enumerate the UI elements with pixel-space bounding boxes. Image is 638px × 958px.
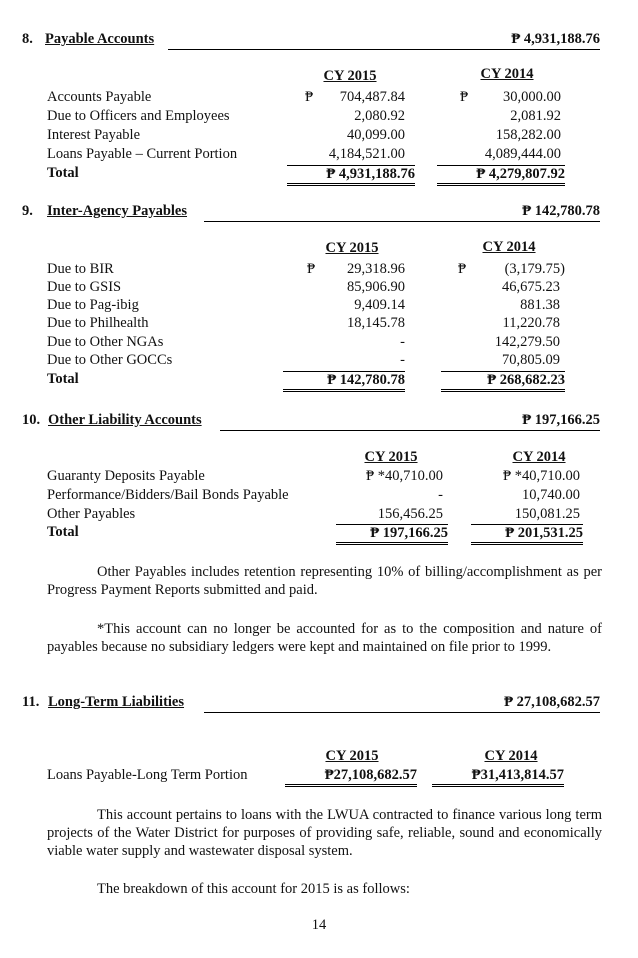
row-label: Other Payables bbox=[47, 506, 136, 522]
value-2015: ₱ *40,710.00 bbox=[366, 468, 443, 484]
section-heading-payable-accounts bbox=[22, 28, 600, 50]
row-label: Due to Other NGAs bbox=[47, 334, 164, 350]
table-row bbox=[0, 261, 638, 279]
section-heading-inter-agency-payables bbox=[22, 200, 600, 222]
row-label: Loans Payable – Current Portion bbox=[47, 146, 238, 162]
table-row bbox=[0, 279, 638, 297]
breakdown-intro: The breakdown of this account for 2015 is as follows: bbox=[97, 881, 410, 897]
section-amount: ₱ 142,780.78 bbox=[522, 203, 600, 219]
table-row bbox=[0, 352, 638, 370]
year-header-2015: CY 2015 bbox=[364, 449, 418, 465]
total-2015: ₱ 142,780.78 bbox=[283, 371, 405, 392]
table-row bbox=[0, 468, 638, 486]
row-label: Due to Officers and Employees bbox=[47, 108, 230, 124]
section-number: 10. bbox=[22, 412, 41, 428]
total-2015: ₱ 197,166.25 bbox=[336, 524, 448, 545]
long-term-description: This account pertains to loans with the LWUA contracted to finance various long term projects of the Water District for purposes of providing safe, reliable, sound and economically viable water supply and wastewater disposal system. bbox=[47, 807, 602, 859]
row-label: Due to Other GOCCs bbox=[47, 352, 173, 368]
value-2015: 40,099.00 bbox=[347, 127, 405, 143]
value-2015: 9,409.14 bbox=[354, 297, 405, 313]
value-2015: - bbox=[400, 334, 405, 350]
peso-sign: ₱ bbox=[458, 261, 467, 277]
value-2014: 30,000.00 bbox=[503, 89, 561, 105]
table-row bbox=[0, 767, 638, 785]
row-label: Total bbox=[47, 524, 79, 540]
row-label: Total bbox=[47, 165, 79, 181]
section-number: 9. bbox=[22, 203, 33, 219]
value-2014: 70,805.09 bbox=[502, 352, 560, 368]
footnote-paragraph: *This account can no longer be accounted for as to the composition and nature of payables because no subsidiary ledgers were kept and maintained on file prior to 1999. bbox=[47, 621, 602, 655]
peso-sign: ₱ bbox=[460, 89, 469, 105]
value-2014: 46,675.23 bbox=[502, 279, 560, 295]
row-label: Due to BIR bbox=[47, 261, 114, 277]
total-row bbox=[0, 371, 638, 389]
value-2014: 158,282.00 bbox=[495, 127, 561, 143]
row-label: Accounts Payable bbox=[47, 89, 152, 105]
value-2014: 11,220.78 bbox=[502, 315, 560, 331]
year-header-2014: CY 2014 bbox=[480, 66, 534, 82]
section-amount: ₱ 197,166.25 bbox=[522, 412, 600, 428]
value-2015: 29,318.96 bbox=[347, 261, 405, 277]
total-2015: ₱ 4,931,188.76 bbox=[287, 165, 415, 186]
value-2015: 85,906.90 bbox=[347, 279, 405, 295]
table-row bbox=[0, 315, 638, 333]
table-row bbox=[0, 127, 638, 145]
heading-rule bbox=[168, 49, 600, 50]
peso-sign: ₱ bbox=[307, 261, 316, 277]
section-heading-long-term-liabilities bbox=[22, 691, 600, 713]
section-amount: ₱ 4,931,188.76 bbox=[511, 31, 600, 47]
section-title: Inter-Agency Payables bbox=[47, 203, 188, 219]
table-row bbox=[0, 146, 638, 164]
table-row bbox=[0, 108, 638, 126]
value-2014: 4,089,444.00 bbox=[484, 146, 561, 162]
value-2014: (3,179.75) bbox=[504, 261, 565, 277]
value-2014: 150,081.25 bbox=[514, 506, 580, 522]
total-2014: ₱ 201,531.25 bbox=[471, 524, 583, 545]
value-2014: 142,279.50 bbox=[494, 334, 560, 350]
year-header-2015: CY 2015 bbox=[323, 68, 377, 84]
value-2015: 2,080.92 bbox=[354, 108, 405, 124]
value-2014: 10,740.00 bbox=[522, 487, 580, 503]
row-label: Due to GSIS bbox=[47, 279, 122, 295]
year-header-2015: CY 2015 bbox=[325, 240, 379, 256]
value-2015: 4,184,521.00 bbox=[328, 146, 405, 162]
row-label: Due to Pag-ibig bbox=[47, 297, 139, 313]
row-label: Guaranty Deposits Payable bbox=[47, 468, 205, 484]
section-number: 8. bbox=[22, 31, 33, 47]
value-2015: 704,487.84 bbox=[339, 89, 405, 105]
value-2014: 881.38 bbox=[520, 297, 560, 313]
table-row bbox=[0, 297, 638, 315]
section-number: 11. bbox=[22, 694, 40, 710]
year-header-2014: CY 2014 bbox=[482, 239, 536, 255]
value-2014: ₱31,413,814.57 bbox=[432, 767, 564, 787]
row-label: Total bbox=[47, 371, 79, 387]
year-header-2014: CY 2014 bbox=[512, 449, 566, 465]
table-row bbox=[0, 334, 638, 352]
value-2014: 2,081.92 bbox=[510, 108, 561, 124]
row-label: Due to Philhealth bbox=[47, 315, 149, 331]
value-2014: ₱ *40,710.00 bbox=[503, 468, 580, 484]
page-number: 14 bbox=[311, 917, 327, 933]
total-2014: ₱ 4,279,807.92 bbox=[437, 165, 565, 186]
total-row bbox=[0, 165, 638, 183]
value-2015: 18,145.78 bbox=[347, 315, 405, 331]
section-title: Other Liability Accounts bbox=[48, 412, 202, 428]
row-label: Loans Payable-Long Term Portion bbox=[47, 767, 248, 783]
value-2015: ₱27,108,682.57 bbox=[285, 767, 417, 787]
table-row bbox=[0, 506, 638, 524]
section-title: Payable Accounts bbox=[45, 31, 155, 47]
total-row bbox=[0, 524, 638, 542]
row-label: Interest Payable bbox=[47, 127, 141, 143]
row-label: Performance/Bidders/Bail Bonds Payable bbox=[47, 487, 289, 503]
heading-rule bbox=[204, 221, 600, 222]
peso-sign: ₱ bbox=[305, 89, 314, 105]
heading-rule bbox=[220, 430, 600, 431]
year-header-2014: CY 2014 bbox=[484, 748, 538, 764]
total-2014: ₱ 268,682.23 bbox=[441, 371, 565, 392]
value-2015: - bbox=[438, 487, 443, 503]
year-header-2015: CY 2015 bbox=[325, 748, 379, 764]
section-heading-other-liability-accounts bbox=[22, 409, 600, 431]
heading-rule bbox=[204, 712, 600, 713]
section-amount: ₱ 27,108,682.57 bbox=[504, 694, 600, 710]
table-row bbox=[0, 487, 638, 505]
value-2015: 156,456.25 bbox=[377, 506, 443, 522]
value-2015: - bbox=[400, 352, 405, 368]
section-title: Long-Term Liabilities bbox=[48, 694, 185, 710]
table-row bbox=[0, 89, 638, 107]
other-payables-note: Other Payables includes retention representing 10% of billing/accomplishment as per Progress Payment Reports submitted and paid. bbox=[47, 564, 602, 598]
